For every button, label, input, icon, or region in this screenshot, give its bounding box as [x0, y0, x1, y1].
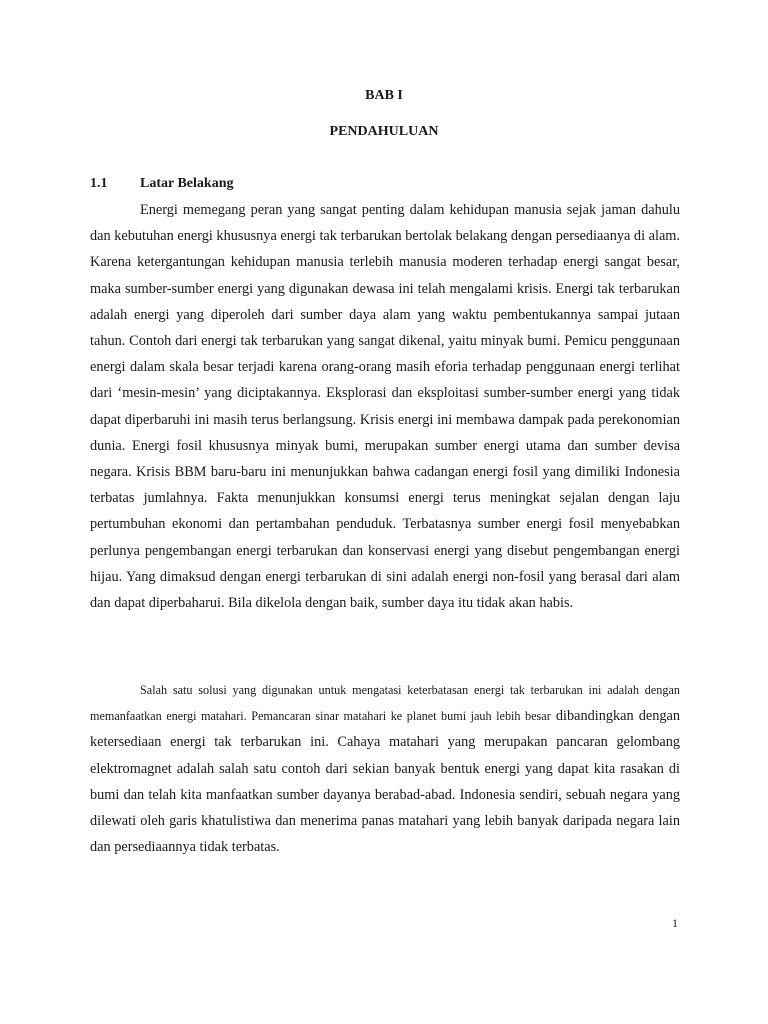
chapter-label: BAB I — [365, 88, 403, 103]
body-paragraph-2-rest: dibandingkan dengan ketersediaan energi tak terbarukan ini. Cahaya matahari yang merupakan pancaran gelombang elektromagnet adalah salah satu contoh dari sekian banyak bentuk energi yang dapat kita rasakan di bumi dan telah kita manfaatkan sumber dayanya berabad-abad. Indonesia sendiri, sebuah negara yang dilewati oleh garis khatulistiwa dan menerima panas matahari yang lebih banyak daripada negara lain dan persediaannya tidak terbatas. — [90, 708, 680, 856]
body-paragraph-1: Energi memegang peran yang sangat penting dalam kehidupan manusia sejak jaman dahulu dan kebutuhan energi khususnya energi tak terbarukan bertolak belakang dengan persediaanya di alam. Karena ketergantungan kehidupan manusia terlebih manusia moderen terhadap energi sangat besar, maka sumber-sumber energi yang digunakan dewasa ini telah mengalami krisis. Energi tak terbarukan adalah energi yang diperoleh dari sumber daya alam yang waktu pembentukannya sampai jutaan tahun. Contoh dari energi tak terbarukan yang sangat dikenal, yaitu minyak bumi. Pemicu penggunaan energi dalam skala besar terjadi karena orang-orang masih eforia terhadap penggunaan energi terlihat dari ‘mesin-mesin’ yang diciptakannya. Eksplorasi dan eksploitasi sumber-sumber energi yang tidak dapat diperbaruhi ini masih terus berlangsung. Krisis energi ini membawa dampak pada perekonomian dunia. Energi fosil khususnya minyak bumi, merupakan sumber energi utama dan sumber devisa negara. Krisis BBM baru-baru ini menunjukkan bahwa cadangan energi fosil yang dimiliki Indonesia terbatas jumlahnya. Fakta menunjukkan konsumsi energi terus meningkat sejalan dengan laju pertumbuhan ekonomi dan pertambahan penduduk. Terbatasnya sumber energi fosil menyebabkan perlunya pengembangan energi terbarukan dan konservasi energi yang disebut pengembangan energi hijau. Yang dimaksud dengan energi terbarukan di sini adalah energi non-fosil yang berasal dari alam dan dapat diperbaharui. Bila dikelola dengan baik, sumber daya itu tidak akan habis. — [90, 202, 680, 612]
body-paragraph-2-small-run: Salah satu solusi yang digunakan untuk mengatasi keterbatasan energi tak terbarukan ini adalah dengan memanfaatkan energi matahari. Pemancaran sinar matahari ke planet bumi jauh lebih besar — [90, 683, 680, 724]
section-heading — [90, 176, 233, 192]
section-title: Latar Belakang — [140, 176, 234, 191]
chapter-title: PENDAHULUAN — [329, 124, 439, 139]
section-number: 1.1 — [90, 176, 108, 191]
body-paragraph-2 — [90, 677, 680, 860]
page-number: 1 — [672, 916, 678, 930]
